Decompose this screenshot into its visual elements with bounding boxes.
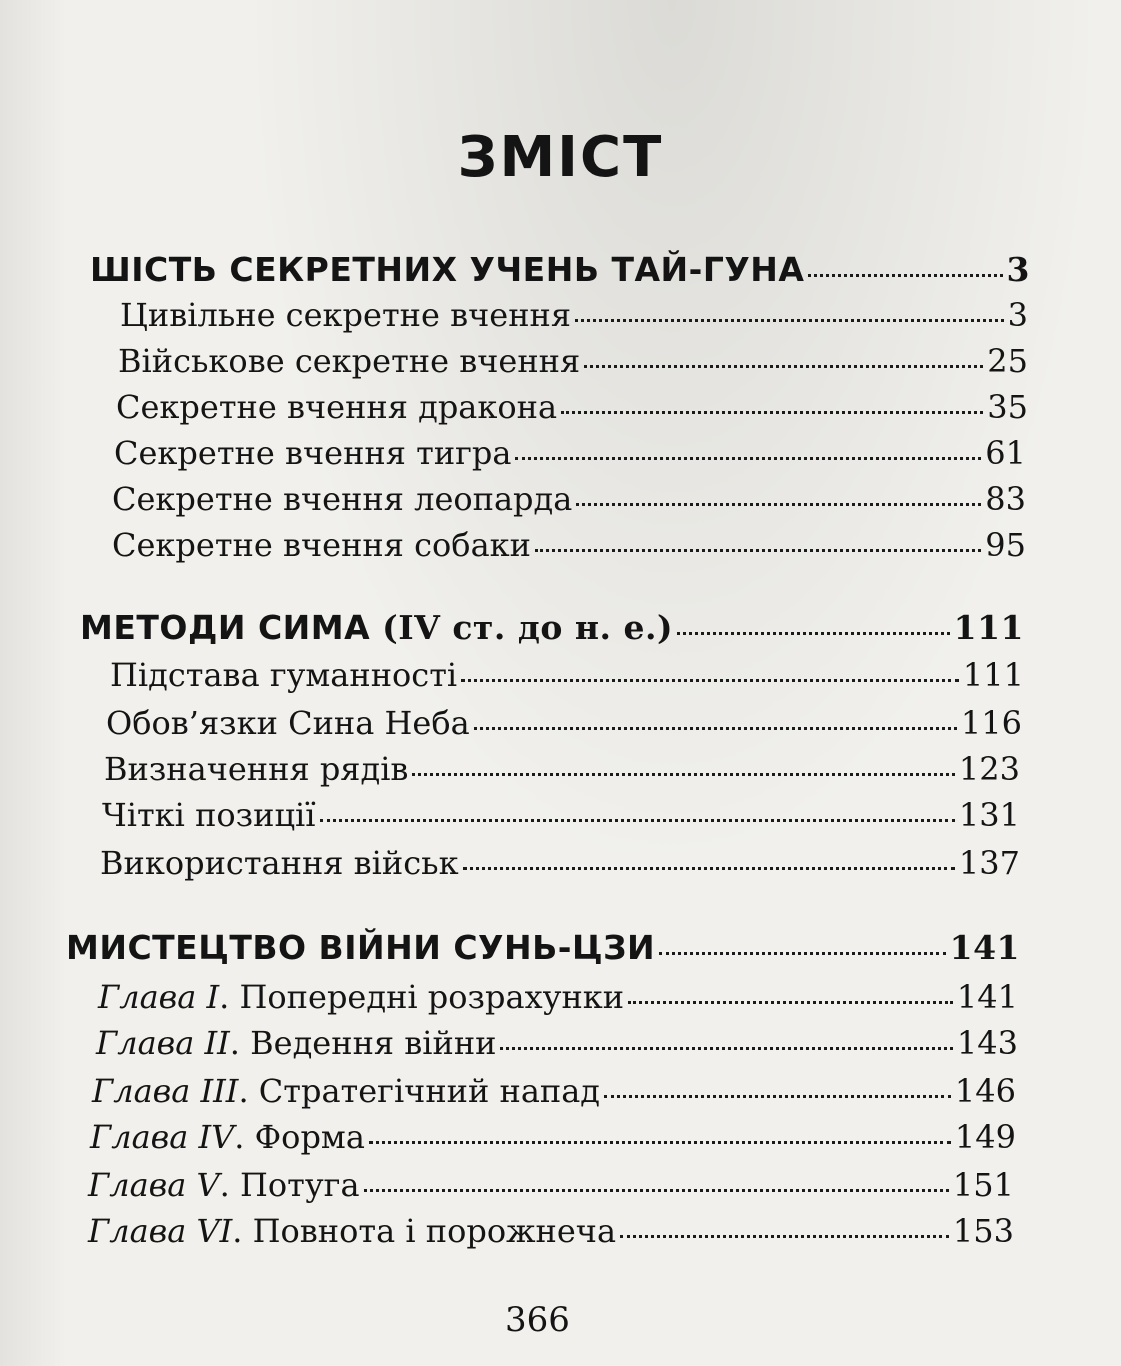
entry-label: Секретне вчення дракона (116, 388, 558, 426)
toc-entry (88, 1166, 1014, 1204)
dot-leader (500, 1047, 952, 1050)
entry-label (90, 1118, 365, 1156)
entry-label: Цивільне секретне вчення (120, 296, 572, 334)
entry-label (88, 1166, 360, 1204)
section-label-main: МЕТОДИ СИМА (80, 608, 371, 647)
chapter-prefix: Глава V (88, 1166, 220, 1204)
section-label: ШІСТЬ СЕКРЕТНИХ УЧЕНЬ ТАЙ-ГУНА (90, 250, 805, 289)
dot-leader (677, 632, 950, 635)
toc-section-sun-tzu (66, 928, 1020, 967)
toc-section-sima (80, 608, 1024, 647)
entry-label: Чіткі позиції (102, 796, 316, 834)
dot-leader (364, 1189, 949, 1192)
toc-entry (106, 704, 1022, 742)
section-page: 141 (949, 928, 1020, 967)
entry-page: 143 (956, 1024, 1018, 1062)
page-number: 366 (505, 1300, 570, 1340)
entry-label: Визначення рядів (104, 750, 409, 788)
dot-leader (474, 727, 957, 730)
dot-leader (535, 549, 981, 552)
chapter-title: . Стратегічний напад (238, 1072, 600, 1110)
entry-page: 123 (958, 750, 1020, 788)
dot-leader (808, 274, 1002, 277)
dot-leader (369, 1141, 951, 1144)
entry-label (96, 1024, 496, 1062)
entry-label (88, 1212, 616, 1250)
toc-entry (90, 1118, 1016, 1156)
toc-entry (88, 1212, 1014, 1250)
toc-entry (102, 796, 1020, 834)
page-title: ЗМІСТ (457, 125, 664, 190)
dot-leader (320, 819, 955, 822)
dot-leader (628, 1001, 953, 1004)
toc-entry (118, 342, 1028, 380)
dot-leader (412, 773, 954, 776)
entry-label (92, 1072, 600, 1110)
entry-page: 131 (958, 796, 1020, 834)
entry-page: 111 (962, 656, 1024, 694)
entry-label: Використання військ (100, 844, 459, 882)
show-through-text (120, 0, 1020, 230)
entry-page: 95 (985, 526, 1026, 564)
chapter-prefix: Глава IV (90, 1118, 235, 1156)
dot-leader (461, 679, 959, 682)
entry-page: 83 (985, 480, 1026, 518)
toc-entry (104, 750, 1020, 788)
entry-page: 61 (985, 434, 1026, 472)
dot-leader (515, 457, 981, 460)
entry-page: 3 (1007, 296, 1028, 334)
toc-entry (98, 978, 1018, 1016)
entry-page: 35 (987, 388, 1028, 426)
entry-label: Секретне вчення леопарда (112, 480, 573, 518)
dot-leader (561, 411, 983, 414)
chapter-title: . Ведення війни (229, 1024, 497, 1062)
toc-entry (120, 296, 1028, 334)
section-page: 111 (953, 608, 1024, 647)
toc-entry (92, 1072, 1016, 1110)
toc-entry (114, 434, 1026, 472)
dot-leader (584, 365, 983, 368)
toc-entry (112, 526, 1026, 564)
toc-entry (116, 388, 1028, 426)
chapter-prefix: Глава VI (88, 1212, 233, 1250)
chapter-title: . Попередні розрахунки (219, 978, 625, 1016)
dot-leader (604, 1095, 951, 1098)
entry-page: 153 (952, 1212, 1014, 1250)
entry-label: Підстава гуманності (110, 656, 458, 694)
section-label: МИСТЕЦТВО ВІЙНИ СУНЬ-ЦЗИ (66, 928, 656, 967)
entry-page: 149 (954, 1118, 1016, 1156)
entry-page: 116 (960, 704, 1022, 742)
dot-leader (463, 867, 955, 870)
toc-entry (110, 656, 1024, 694)
entry-page: 146 (954, 1072, 1016, 1110)
toc-entry (112, 480, 1026, 518)
section-label-sub: (IV ст. до н. е.) (382, 608, 674, 647)
entry-label (98, 978, 624, 1016)
toc-entry (100, 844, 1020, 882)
dot-leader (659, 952, 945, 955)
toc-section-tai-gun (90, 250, 1030, 289)
chapter-title: . Форма (234, 1118, 365, 1156)
entry-page: 151 (952, 1166, 1014, 1204)
toc-entry (96, 1024, 1018, 1062)
entry-page: 137 (958, 844, 1020, 882)
entry-label: Секретне вчення тигра (114, 434, 512, 472)
section-label (80, 608, 673, 647)
entry-label: Секретне вчення собаки (112, 526, 531, 564)
entry-label: Обов’язки Сина Неба (106, 704, 470, 742)
chapter-prefix: Глава III (92, 1072, 239, 1110)
chapter-title: . Повнота і порожнеча (232, 1212, 617, 1250)
entry-label: Військове секретне вчення (118, 342, 581, 380)
entry-page: 141 (956, 978, 1018, 1016)
dot-leader (576, 503, 981, 506)
dot-leader (620, 1235, 949, 1238)
section-page: 3 (1006, 250, 1030, 289)
chapter-prefix: Глава II (96, 1024, 230, 1062)
chapter-prefix: Глава I (98, 978, 220, 1016)
chapter-title: . Потуга (219, 1166, 360, 1204)
dot-leader (575, 319, 1004, 322)
entry-page: 25 (987, 342, 1028, 380)
